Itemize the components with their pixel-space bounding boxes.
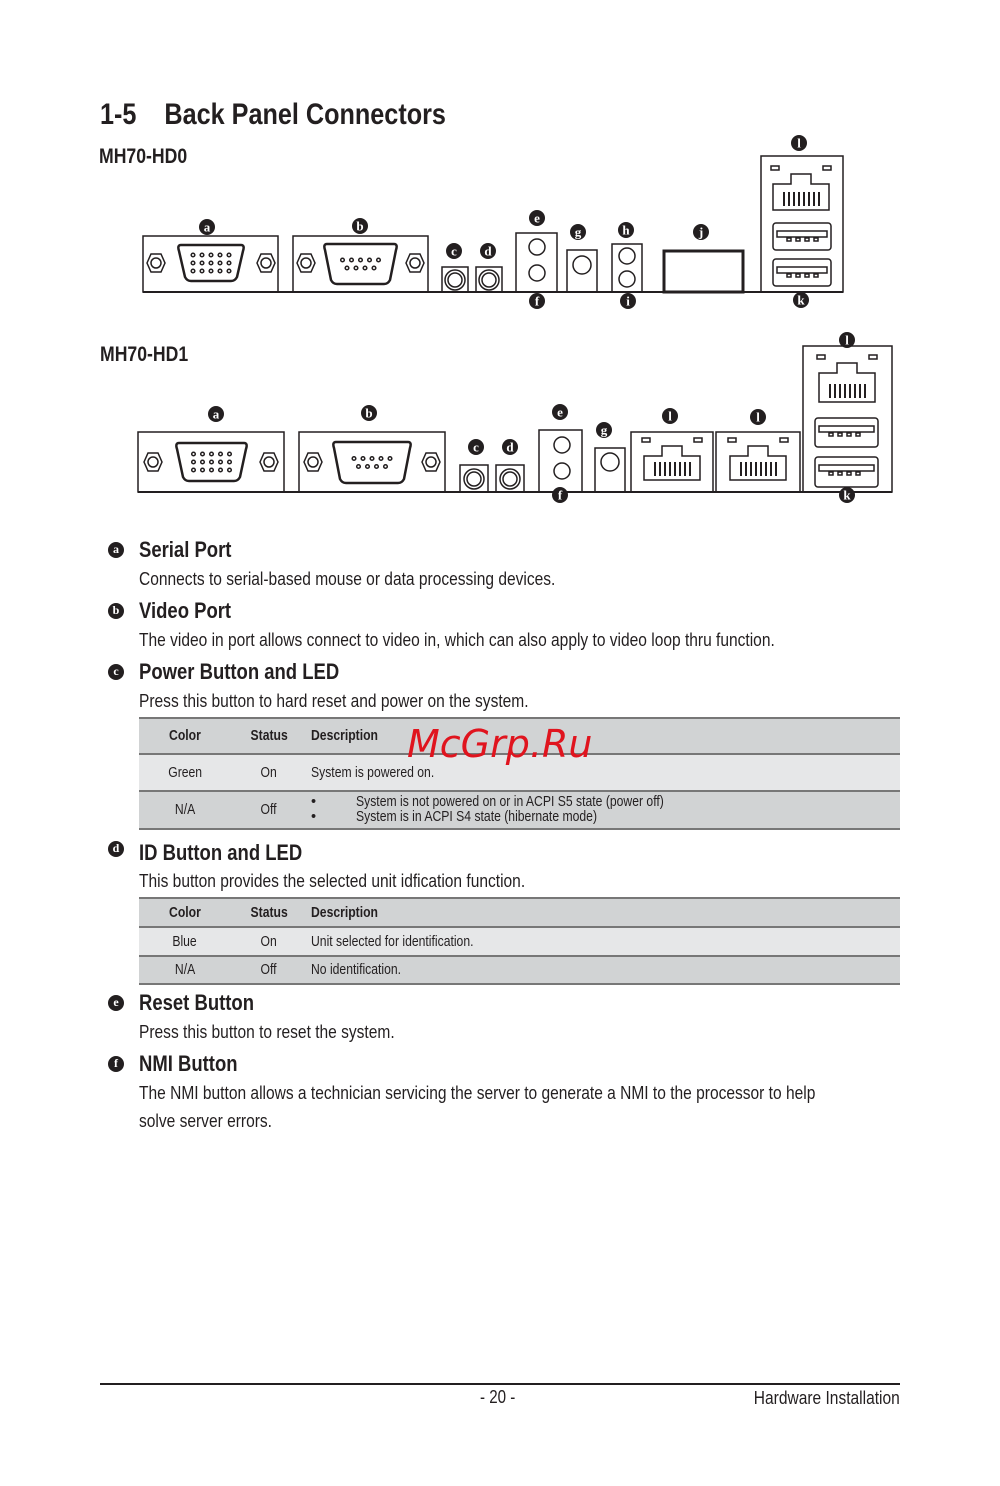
- serial-connector-pin: [341, 258, 345, 262]
- hd0-label: c: [451, 243, 457, 259]
- button-g: [573, 256, 591, 274]
- hd1-label: l: [756, 409, 760, 425]
- power-button: [448, 273, 462, 287]
- hd0-label: g: [574, 224, 582, 240]
- lan-port: [644, 446, 700, 480]
- heading-id-button: ID Button and LED: [139, 840, 303, 865]
- serial-connector-pin: [352, 457, 356, 461]
- table-row: Green On System is powered on.: [139, 754, 900, 791]
- col-color: Color: [139, 718, 231, 754]
- hd1-label: l: [845, 332, 849, 348]
- led-frame: [612, 244, 642, 292]
- bullet-d-icon: d: [108, 841, 124, 857]
- vga-connector-pin: [210, 460, 214, 464]
- screw-icon: [301, 258, 311, 268]
- vga-connector-pin: [191, 261, 195, 265]
- page-title: 1-5 Back Panel Connectors: [100, 98, 446, 131]
- usb-port-pin: [856, 472, 860, 475]
- hd0-label: f: [534, 293, 540, 309]
- hd0-label: e: [534, 210, 540, 226]
- button-g: [601, 453, 619, 471]
- heading-nmi-button: NMI Button: [139, 1051, 238, 1076]
- screw-icon: [144, 453, 162, 471]
- vga-connector-pin: [201, 452, 205, 456]
- col-color: Color: [139, 898, 231, 927]
- usb-port: [819, 426, 874, 432]
- bullet-e-icon: e: [108, 995, 124, 1011]
- screw-icon: [410, 258, 420, 268]
- usb-port-pin: [847, 433, 851, 436]
- serial-connector-pin: [345, 266, 349, 270]
- serial-connector-pin: [363, 266, 367, 270]
- vga-connector-pin: [192, 460, 196, 464]
- vga-connector-pin: [210, 468, 214, 472]
- table-row: Blue On Unit selected for identification.: [139, 927, 900, 956]
- usb-port: [777, 231, 827, 237]
- footer-section: Hardware Installation: [754, 1387, 900, 1408]
- page-number: - 20 -: [480, 1387, 516, 1407]
- serial-connector: [333, 442, 410, 483]
- port-j: [664, 251, 743, 292]
- serial-connector-pin: [388, 457, 392, 461]
- desc-video-port: The video in port allows connect to video in, which can also apply to video loop thru function.: [139, 629, 775, 650]
- screw-icon: [264, 457, 274, 467]
- hd0-label: i: [626, 293, 630, 309]
- vga-port-frame: [138, 432, 284, 492]
- usb-port-pin: [814, 238, 818, 241]
- screw-icon: [257, 254, 275, 272]
- lan-led-icon: [728, 438, 736, 442]
- vga-connector-pin: [201, 460, 205, 464]
- vga-connector-pin: [228, 452, 232, 456]
- hd1-label: l: [668, 408, 672, 424]
- hd0-label: b: [356, 218, 364, 234]
- bullet-f-icon: f: [108, 1056, 124, 1072]
- vga-connector-pin: [200, 261, 204, 265]
- serial-connector-pin: [375, 465, 379, 469]
- serial-connector-pin: [366, 465, 370, 469]
- back-panel-diagrams: [0, 0, 1000, 520]
- button-g-frame: [595, 448, 625, 492]
- serial-connector-pin: [372, 266, 376, 270]
- vga-connector-pin: [219, 468, 223, 472]
- usb-port-pin: [847, 472, 851, 475]
- vga-connector-pin: [209, 253, 213, 257]
- lan-led-icon: [771, 166, 779, 170]
- hd0-label: j: [698, 224, 704, 240]
- vga-connector-pin: [228, 468, 232, 472]
- usb-port: [819, 465, 874, 471]
- hd1-label: b: [365, 405, 373, 421]
- usb-port-pin: [805, 238, 809, 241]
- usb-port-pin: [838, 433, 842, 436]
- lan-port: [773, 174, 829, 210]
- col-status: Status: [231, 898, 307, 927]
- serial-connector-pin: [359, 258, 363, 262]
- heading-reset-button: Reset Button: [139, 990, 254, 1015]
- vga-connector-pin: [200, 253, 204, 257]
- vga-connector-pin: [218, 261, 222, 265]
- vga-connector-pin: [201, 468, 205, 472]
- vga-connector-pin: [191, 253, 195, 257]
- col-status: Status: [231, 718, 307, 754]
- reset-nmi-frame: [539, 430, 582, 492]
- screw-icon: [426, 457, 436, 467]
- vga-connector-pin: [218, 253, 222, 257]
- table-row: N/A Off • System is not powered on or in ACPI S5 state (power off) • System is in ACPI S4 state (hibernate mode): [139, 791, 900, 829]
- vga-connector-pin: [227, 269, 231, 273]
- hd1-label: k: [843, 487, 851, 503]
- desc-reset-button: Press this button to reset the system.: [139, 1021, 395, 1042]
- hd1-label: e: [557, 404, 563, 420]
- desc-nmi-button: The NMI button allows a technician servicing the server to generate a NMI to the processor to help: [139, 1082, 816, 1103]
- hd0-label: k: [797, 292, 805, 308]
- reset-button: [554, 437, 570, 453]
- screw-icon: [304, 453, 322, 471]
- screw-icon: [147, 254, 165, 272]
- screw-icon: [148, 457, 158, 467]
- led-i: [619, 271, 635, 287]
- hd1-label: c: [473, 439, 479, 455]
- lan-port: [819, 363, 875, 402]
- vga-connector-pin: [227, 261, 231, 265]
- hd1-label: a: [212, 406, 220, 422]
- vga-connector-pin: [200, 269, 204, 273]
- usb-port-pin: [805, 274, 809, 277]
- hd0-label: h: [622, 222, 630, 238]
- desc-power-button: Press this button to hard reset and power on the system.: [139, 690, 529, 711]
- heading-power-button: Power Button and LED: [139, 659, 340, 684]
- usb-port-pin: [829, 472, 833, 475]
- usb-port-pin: [838, 472, 842, 475]
- serial-connector-pin: [361, 457, 365, 461]
- vga-connector-pin: [227, 253, 231, 257]
- vga-connector-pin: [219, 452, 223, 456]
- bullet-c-icon: c: [108, 664, 124, 680]
- reset-nmi-frame: [516, 233, 557, 292]
- hd0-label: d: [484, 243, 492, 259]
- lan-port: [730, 446, 786, 480]
- id-button: [503, 472, 517, 486]
- usb-port-pin: [787, 274, 791, 277]
- table-row: N/A Off No identification.: [139, 956, 900, 984]
- model-label-hd0: MH70-HD0: [99, 145, 188, 168]
- serial-connector-pin: [370, 457, 374, 461]
- lan-led-icon: [694, 438, 702, 442]
- screw-icon: [261, 258, 271, 268]
- heading-video-port: Video Port: [139, 598, 232, 623]
- nmi-button: [529, 265, 545, 281]
- col-description: Description: [307, 898, 900, 927]
- vga-connector-pin: [219, 460, 223, 464]
- desc-id-button: This button provides the selected unit idfication function.: [139, 870, 526, 891]
- led-h: [619, 248, 635, 264]
- vga-connector-pin: [192, 468, 196, 472]
- vga-connector-pin: [209, 261, 213, 265]
- screw-icon: [406, 254, 424, 272]
- serial-connector-pin: [350, 258, 354, 262]
- vga-connector-pin: [209, 269, 213, 273]
- lan-led-icon: [780, 438, 788, 442]
- nmi-button: [554, 463, 570, 479]
- screw-icon: [297, 254, 315, 272]
- screw-icon: [422, 453, 440, 471]
- screw-icon: [260, 453, 278, 471]
- vga-connector: [178, 245, 243, 281]
- hd0-label: l: [797, 135, 801, 151]
- vga-connector: [176, 443, 246, 481]
- vga-connector-pin: [210, 452, 214, 456]
- usb-port-pin: [814, 274, 818, 277]
- id-led-table: [139, 897, 900, 985]
- footer-divider: [100, 1383, 900, 1385]
- usb-port-pin: [796, 238, 800, 241]
- hd1-label: f: [557, 487, 563, 503]
- vga-connector-pin: [228, 460, 232, 464]
- col-description: Description: [307, 718, 900, 754]
- desc-nmi-button-cont: solve server errors.: [139, 1110, 272, 1131]
- power-button: [467, 472, 481, 486]
- lan-led-icon: [869, 355, 877, 359]
- vga-connector-pin: [191, 269, 195, 273]
- serial-connector-pin: [384, 465, 388, 469]
- reset-button: [529, 239, 545, 255]
- screw-icon: [308, 457, 318, 467]
- heading-serial-port: Serial Port: [139, 537, 232, 562]
- lan-led-icon: [823, 166, 831, 170]
- serial-connector-pin: [357, 465, 361, 469]
- watermark: McGrp.Ru: [407, 722, 593, 766]
- serial-connector-pin: [354, 266, 358, 270]
- desc-serial-port: Connects to serial-based mouse or data processing devices.: [139, 568, 556, 589]
- serial-connector: [324, 244, 396, 284]
- bullet-b-icon: b: [108, 603, 124, 619]
- model-label-hd1: MH70-HD1: [100, 343, 189, 366]
- serial-connector-pin: [368, 258, 372, 262]
- usb-port-pin: [856, 433, 860, 436]
- usb-port-pin: [829, 433, 833, 436]
- bullet-a-icon: a: [108, 542, 124, 558]
- hd1-label: g: [600, 422, 608, 438]
- hd0-label: a: [203, 219, 211, 235]
- lan-led-icon: [642, 438, 650, 442]
- serial-connector-pin: [377, 258, 381, 262]
- vga-connector-pin: [218, 269, 222, 273]
- vga-connector-pin: [192, 452, 196, 456]
- serial-connector-pin: [379, 457, 383, 461]
- id-button: [482, 273, 496, 287]
- usb-port-pin: [787, 238, 791, 241]
- hd1-label: d: [506, 439, 514, 455]
- lan-led-icon: [817, 355, 825, 359]
- usb-port: [777, 267, 827, 273]
- screw-icon: [151, 258, 161, 268]
- usb-port-pin: [796, 274, 800, 277]
